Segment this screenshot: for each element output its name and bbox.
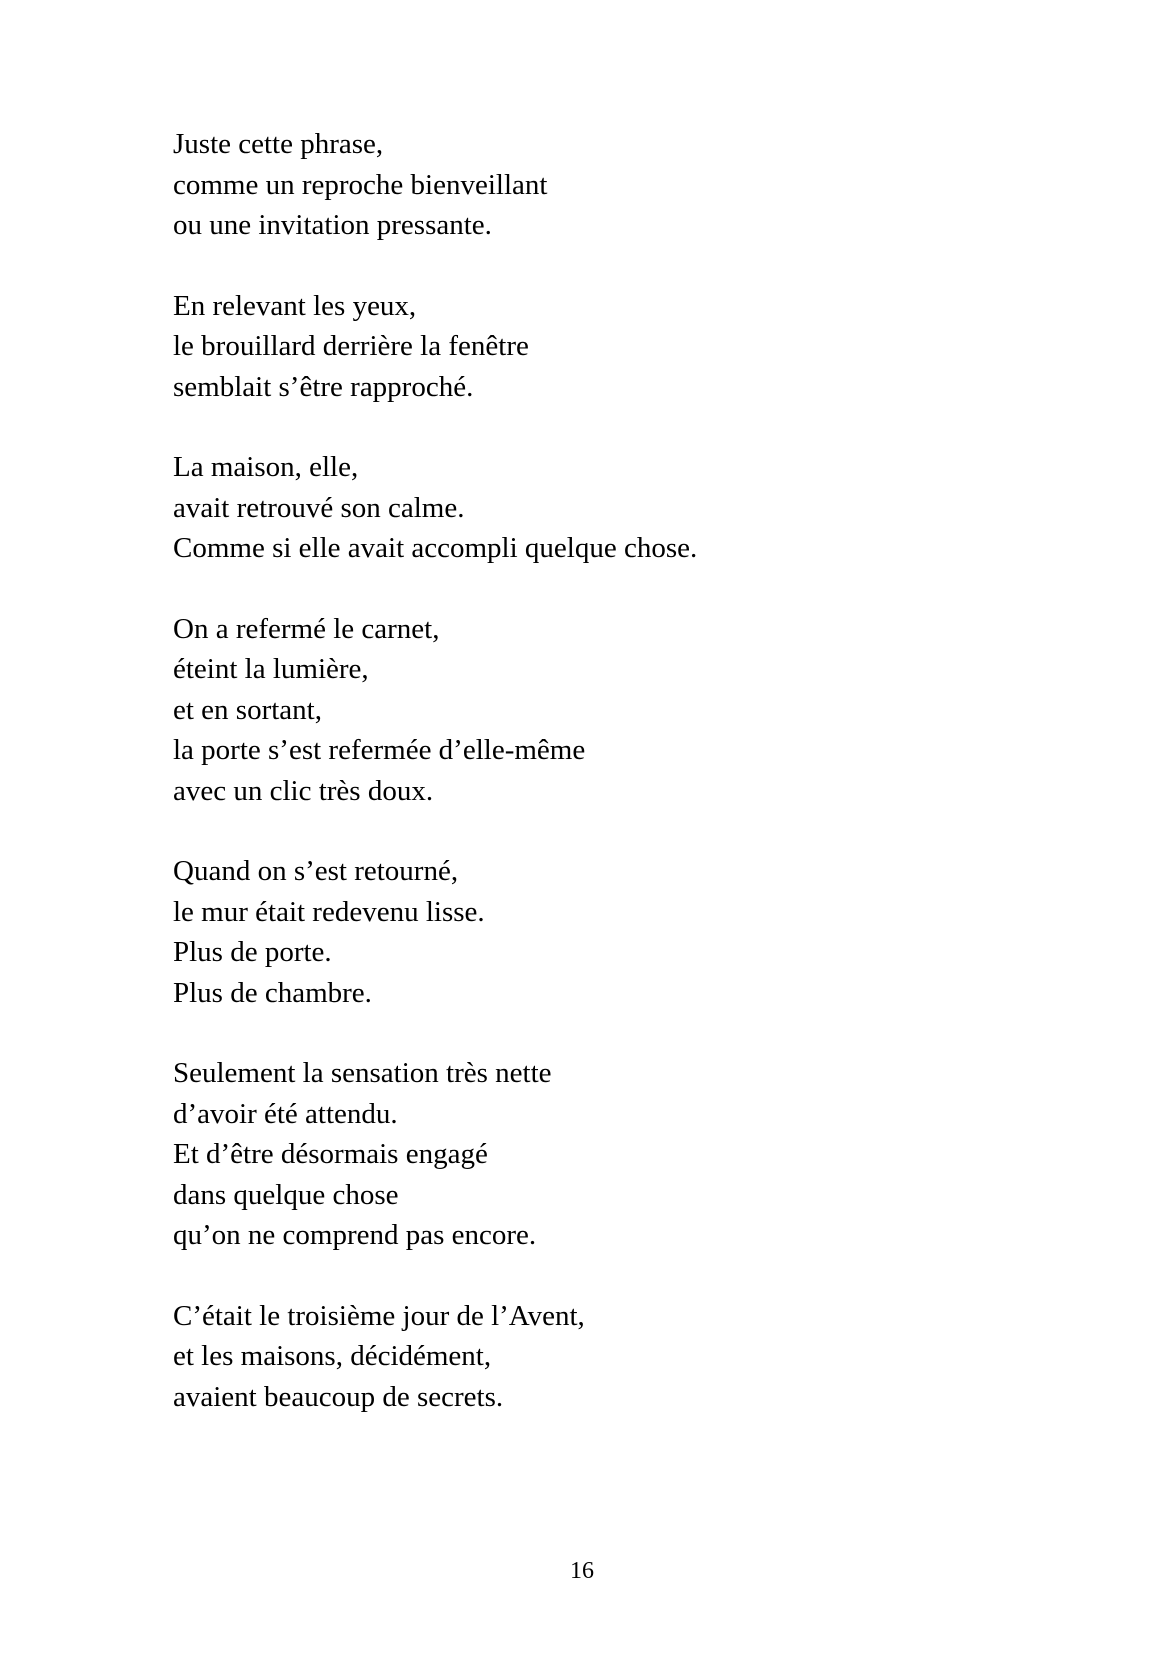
poem-line: C’était le troisième jour de l’Avent, (173, 1299, 585, 1332)
poem-line: Quand on s’est retourné, (173, 855, 459, 887)
poem-line: Juste cette phrase, (173, 128, 384, 160)
poem-line: et les maisons, décidément, (173, 1340, 492, 1372)
poem-line: et en sortant, (173, 693, 322, 726)
poem-line: comme un reproche bienveillant (173, 168, 548, 201)
stanza (173, 124, 1053, 246)
poem-line: qu’on ne comprend pas encore. (173, 1219, 537, 1251)
stanza (173, 851, 1053, 1013)
poem-line: Plus de chambre. (173, 976, 372, 1009)
poem-line: la porte s’est refermée d’elle-même (173, 734, 586, 766)
poem-line: avait retrouvé son calme. (173, 491, 465, 524)
poem-line: le mur était redevenu lisse. (173, 895, 485, 928)
poem-line: éteint la lumière, (173, 653, 369, 685)
stanza (173, 286, 1053, 408)
poem-line: le brouillard derrière la fenêtre (173, 330, 529, 362)
stanza (173, 1053, 1053, 1256)
poem-line: d’avoir été attendu. (173, 1097, 398, 1130)
poem-line: En relevant les yeux, (173, 289, 417, 322)
poem-line: On a refermé le carnet, (173, 612, 440, 645)
poem-line: avaient beaucoup de secrets. (173, 1380, 504, 1413)
poem-line: La maison, elle, (173, 451, 359, 483)
poem-line: semblait s’être rapproché. (173, 370, 474, 403)
poem-line: Seulement la sensation très nette (173, 1057, 552, 1089)
stanza (173, 1296, 1053, 1418)
stanza (173, 447, 1053, 569)
poem-line: ou une invitation pressante. (173, 209, 492, 241)
stanza (173, 609, 1053, 812)
poem-line: Et d’être désormais engagé (173, 1138, 488, 1170)
page-number: 16 (570, 1558, 594, 1584)
poem-line: Comme si elle avait accompli quelque chose. (173, 532, 698, 564)
poem-line: avec un clic très doux. (173, 774, 434, 807)
poem-body (173, 124, 1053, 1457)
poem-line: Plus de porte. (173, 936, 332, 968)
poem-line: dans quelque chose (173, 1178, 399, 1211)
